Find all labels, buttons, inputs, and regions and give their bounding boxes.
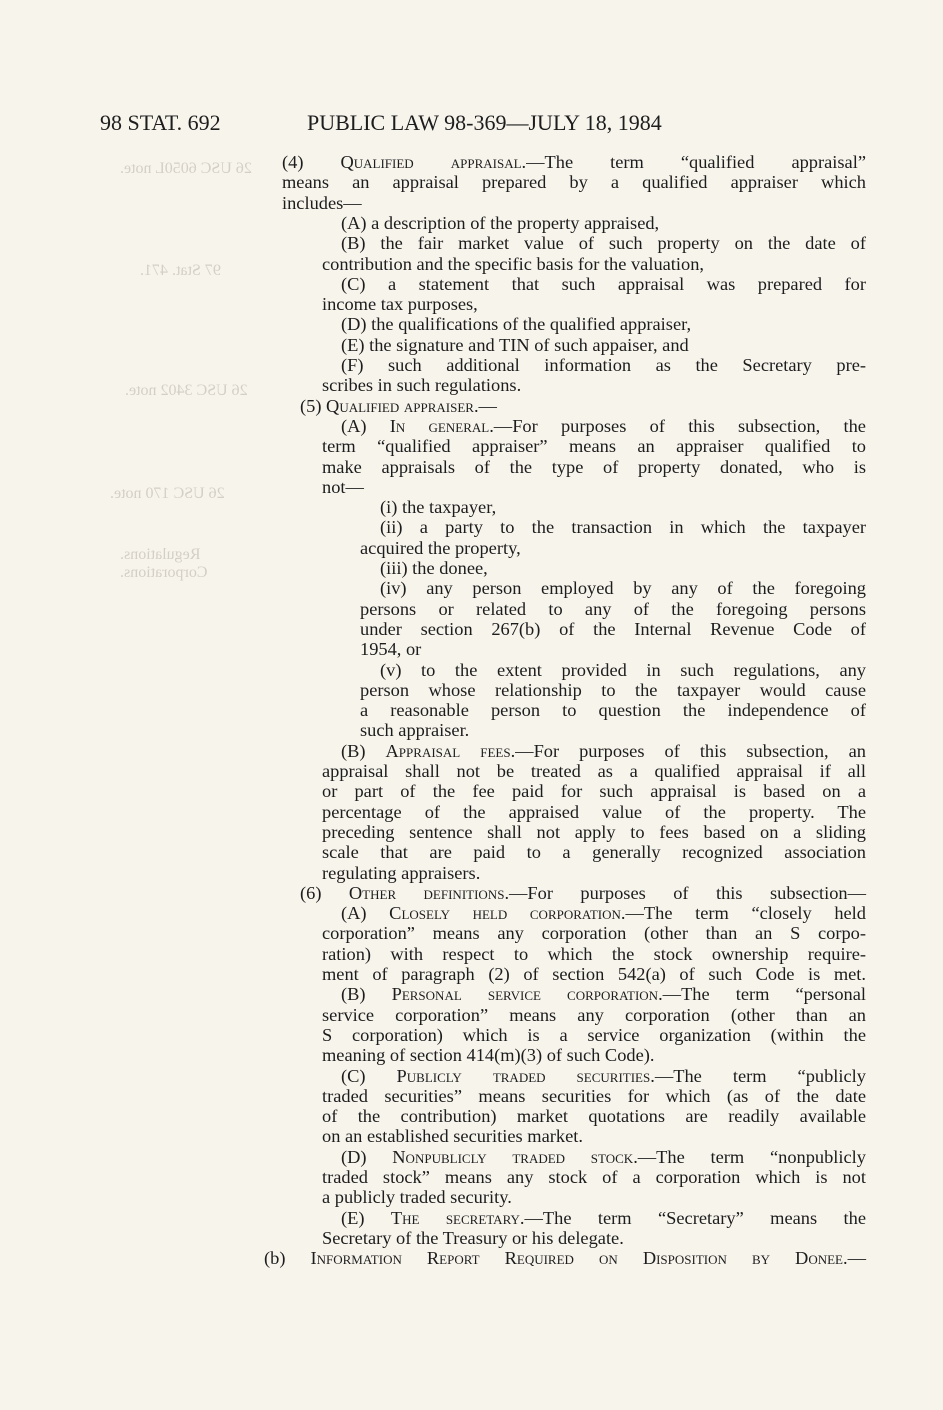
text-segment: (D) [341, 1146, 393, 1167]
section-heading: The secretary [390, 1207, 520, 1228]
text-line [300, 883, 866, 903]
text-segment: not— [322, 476, 364, 497]
text-segment: includes— [282, 192, 362, 213]
text-line [360, 619, 866, 639]
text-segment: Secretary of the Treasury or his delegate. [322, 1227, 624, 1248]
text-segment: traded securities” means securities for which (as of the date [322, 1085, 866, 1106]
text-segment: regulating appraisers. [322, 862, 481, 883]
text-line [322, 1025, 866, 1045]
text-line [341, 355, 866, 375]
stat-page-number: 98 STAT. 692 [100, 110, 221, 135]
text-segment: (iii) the donee, [380, 558, 488, 578]
section-heading: Qualified appraiser [326, 395, 474, 416]
text-line [322, 254, 704, 274]
text-segment: (A) [341, 903, 390, 924]
text-line [322, 822, 866, 842]
text-line [264, 1248, 866, 1268]
text-line [341, 416, 866, 436]
text-line [380, 517, 866, 537]
text-segment: income tax purposes, [322, 294, 478, 315]
text-line [360, 599, 866, 619]
law-title: PUBLIC LAW 98-369—JULY 18, 1984 [307, 110, 662, 135]
text-line [322, 1187, 512, 1207]
text-segment: S corporation) which is a service organization (within the [322, 1024, 866, 1045]
margin-note-bleed: 26 USC 170 note. [110, 485, 225, 502]
text-line [341, 1147, 866, 1167]
section-heading: Personal service corporation [391, 984, 659, 1005]
text-segment: (6) [300, 882, 349, 903]
text-line [341, 335, 689, 355]
text-segment: term “qualified appraiser” means an appraiser qualified to [322, 436, 866, 457]
text-line [282, 172, 866, 192]
text-segment: (B) the fair market value of such property on the date of [341, 233, 866, 254]
text-line [341, 314, 691, 334]
text-line [322, 436, 866, 456]
text-segment: service corporation” means any corporation (other than an [322, 1004, 866, 1025]
text-segment: (D) the qualifications of the qualified appraiser, [341, 314, 692, 335]
text-segment: (A) [341, 415, 390, 436]
text-line [322, 944, 866, 964]
text-line [322, 842, 866, 862]
section-heading: Other definitions [348, 882, 505, 903]
text-line [282, 193, 362, 213]
page-header [0, 110, 943, 144]
text-segment: ment of paragraph (2) of section 542(a) of such Code is met. [322, 964, 866, 984]
text-segment: (i) the taxpayer, [380, 497, 497, 518]
text-line [300, 396, 497, 416]
text-line [322, 964, 866, 984]
text-segment: person whose relationship to the taxpayer would cause [360, 679, 866, 700]
text-segment: (E) [341, 1207, 391, 1228]
text-segment: .—The term “nonpublicly [633, 1146, 866, 1167]
text-line [341, 984, 866, 1004]
text-segment: (C) a statement that such appraisal was prepared for [341, 273, 866, 294]
text-segment: scribes in such regulations. [322, 375, 522, 396]
text-segment: or part of the fee paid for such appraisal is based on a [322, 781, 866, 802]
text-line [322, 294, 478, 314]
text-line [322, 1045, 654, 1065]
text-segment: percentage of the appraised value of the property. The [322, 801, 866, 822]
section-heading: Closely held corporation [389, 903, 621, 924]
text-segment: (F) such additional information as the Secretary pre- [341, 355, 866, 375]
text-line [360, 639, 421, 659]
text-line [341, 274, 866, 294]
text-line [360, 680, 866, 700]
text-segment: meaning of section 414(m)(3) of such Code). [322, 1045, 655, 1066]
text-line [341, 903, 866, 923]
text-segment: .—The term “personal [658, 984, 866, 1005]
text-line [380, 558, 488, 578]
text-line [360, 538, 521, 558]
margin-note-bleed: Regulations. Corporations. [120, 546, 208, 581]
margin-note-bleed: 97 Stat. 471. [140, 262, 221, 279]
text-segment: .—The term “closely held [620, 903, 866, 924]
text-segment: .—The term “Secretary” means the [519, 1207, 866, 1228]
section-heading: Appraisal fees [385, 740, 511, 761]
text-line [282, 152, 866, 172]
text-segment: .— [843, 1248, 866, 1269]
text-line [341, 1066, 866, 1086]
text-line [322, 923, 866, 943]
text-line [360, 700, 866, 720]
text-line [322, 863, 480, 883]
text-segment: corporation” means any corporation (other than an S corpo- [322, 923, 866, 944]
section-heading: Publicly traded securities [396, 1065, 651, 1086]
text-segment: contribution and the specific basis for the valuation, [322, 253, 705, 274]
text-line [380, 660, 866, 680]
text-line [322, 457, 866, 477]
text-segment: scale that are paid to a generally recognized association [322, 842, 866, 863]
text-segment: (ii) a party to the transaction in which the taxpayer [380, 517, 866, 538]
text-line [322, 1167, 866, 1187]
text-segment: (B) [341, 984, 392, 1005]
section-heading: Information Report Required on Disposition by Donee [310, 1248, 843, 1269]
text-line [322, 1228, 624, 1248]
text-segment: a reasonable person to question the independence of [360, 700, 866, 721]
text-line [322, 761, 866, 781]
text-segment: (5) [300, 395, 327, 416]
text-segment: (A) a description of the property appraised, [341, 212, 660, 233]
text-line [322, 802, 866, 822]
text-line [322, 1005, 866, 1025]
text-segment: such appraiser. [360, 720, 470, 741]
text-line [322, 375, 521, 395]
text-line [341, 233, 866, 253]
text-line [380, 578, 866, 598]
text-segment: persons or related to any of the foregoing persons [360, 598, 866, 619]
text-line [322, 1106, 866, 1126]
text-segment: (4) [282, 152, 341, 172]
text-segment: preceding sentence shall not apply to fees based on a sliding [322, 821, 866, 842]
text-segment: (v) to the extent provided in such regulations, any [380, 659, 866, 680]
text-segment: .—The term “publicly [650, 1065, 866, 1086]
text-line [341, 1208, 866, 1228]
text-segment: .—The term “qualified appraisal” [521, 152, 866, 172]
text-segment: .—For purposes of this subsection, an [510, 740, 866, 761]
text-segment: a publicly traded security. [322, 1187, 512, 1208]
text-segment: acquired the property, [360, 537, 521, 558]
text-line [322, 1126, 583, 1146]
margin-note-bleed: 26 USC 6050L note. [120, 160, 252, 177]
text-line [380, 497, 496, 517]
text-segment: under section 267(b) of the Internal Revenue Code of [360, 618, 866, 639]
text-segment: on an established securities market. [322, 1126, 583, 1147]
text-segment: means an appraisal prepared by a qualified appraiser which [282, 172, 866, 193]
margin-note-bleed: 26 USC 3402 note. [125, 382, 248, 399]
text-segment: (B) [341, 740, 386, 761]
section-heading: In general [389, 415, 490, 436]
text-segment: traded stock” means any stock of a corporation which is not [322, 1167, 866, 1187]
text-segment: (iv) any person employed by any of the foregoing [380, 578, 866, 599]
text-line [341, 213, 659, 233]
text-segment: (b) [264, 1248, 311, 1269]
text-segment: .—For purposes of this subsection, the [489, 415, 866, 436]
text-segment: (E) the signature and TIN of such appaiser, and [341, 334, 689, 355]
text-line [360, 720, 469, 740]
text-segment: .— [473, 395, 497, 416]
text-segment: of the contribution) market quotations are readily available [322, 1106, 866, 1127]
text-segment: appraisal shall not be treated as a qualified appraisal if all [322, 761, 866, 781]
text-segment: (C) [341, 1065, 397, 1086]
text-segment: 1954, or [360, 639, 422, 660]
text-segment: make appraisals of the type of property donated, who is [322, 456, 866, 477]
text-segment: .—For purposes of this subsection— [504, 882, 867, 903]
text-line [341, 741, 866, 761]
text-line [322, 477, 364, 497]
text-segment: ration) with respect to which the stock ownership require- [322, 943, 866, 964]
text-line [322, 781, 866, 801]
section-heading: Nonpublicly traded stock [392, 1146, 634, 1167]
text-line [322, 1086, 866, 1106]
section-heading: Qualified appraisal [340, 152, 522, 172]
